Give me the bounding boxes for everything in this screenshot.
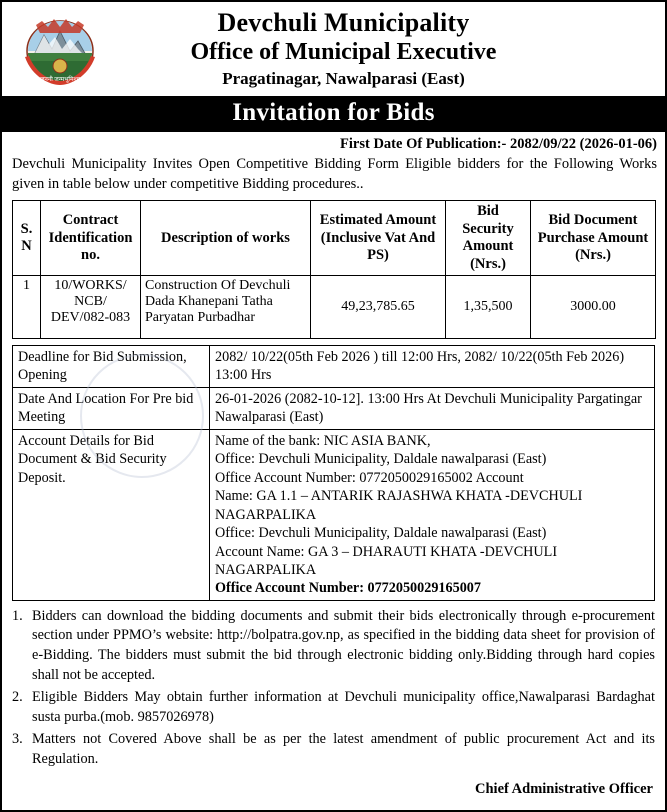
- organization-address: Pragatinagar, Nawalparasi (East): [222, 69, 465, 89]
- svg-text:जननी जन्मभूमिश्च: जननी जन्मभूमिश्च: [40, 77, 80, 84]
- column-header-description: Description of works: [141, 201, 311, 276]
- account-line-office-number: Office Account Number: 0772050029165007: [215, 580, 481, 597]
- document-header: [2, 2, 665, 92]
- cell-bid-document-amount: 3000.00: [531, 275, 656, 338]
- column-header-estimated-amount: Estimated Amount (Inclusive Vat And PS): [311, 201, 446, 276]
- cell-sn: 1: [13, 275, 41, 338]
- table-row: [13, 275, 656, 338]
- column-header-bid-document-amount: Bid Document Purchase Amount (Nrs.): [531, 201, 656, 276]
- account-line: Office: Devchuli Municipality, Daldale nawalparasi (East): [215, 451, 547, 468]
- account-line: Account Name: GA 3 – DHARAUTI KHATA -DEVCHULI NAGARPALIKA: [215, 543, 558, 578]
- detail-row-deadline: [13, 345, 655, 387]
- account-line: Office: Devchuli Municipality, Daldale nawalparasi (East): [215, 525, 547, 542]
- account-line: Name of the bank: NIC ASIA BANK,: [215, 432, 431, 449]
- header-text: [100, 8, 657, 90]
- details-table: [12, 345, 655, 601]
- note-text: Bidders can download the bidding documents and submit their bids electronically through e-procurement section under PPMO’s website: http://bolpatra.gov.np, as specified in the bidding data sheet for provision of e-Bidding. The bidders must submit the bid through electronic bidding only.Bidding through hard copies shall not be accepted.: [32, 607, 655, 683]
- cell-bid-security: 1,35,500: [446, 275, 531, 338]
- bids-table: [12, 200, 656, 339]
- detail-label-prebid: Date And Location For Pre bid Meeting: [13, 387, 210, 429]
- detail-value-deadline: 2082/ 10/22(05th Feb 2026 ) till 12:00 Hrs, 2082/ 10/22(05th Feb 2026) 13:00 Hrs: [210, 345, 655, 387]
- column-header-bid-security: Bid Security Amount (Nrs.): [446, 201, 531, 276]
- detail-row-account: [13, 429, 655, 600]
- detail-value-account: [210, 429, 655, 600]
- document-title-bar: Invitation for Bids: [2, 96, 665, 132]
- cell-description: Construction Of Devchuli Dada Khanepani Tatha Paryatan Purbadhar: [141, 275, 311, 338]
- organization-office: Office of Municipal Executive: [190, 38, 497, 65]
- note-number: 2.: [12, 689, 23, 706]
- note-text: Eligible Bidders May obtain further information at Devchuli municipality office,Nawalparasi Bardaghat susta purba.(mob. 9857026978): [32, 689, 655, 725]
- organization-name: Devchuli Municipality: [217, 8, 470, 37]
- list-item: [12, 730, 655, 769]
- detail-row-prebid: [13, 387, 655, 429]
- account-line: Name: GA 1.1 – ANTARIK RAJASHWA KHATA -DEVCHULI NAGARPALIKA: [215, 488, 583, 523]
- intro-paragraph: Devchuli Municipality Invites Open Competitive Bidding Form Eligible bidders for the Following Works given in table below under competitive Bidding procedures..: [12, 156, 657, 192]
- nepal-emblem-icon: [22, 11, 98, 87]
- cell-contract-id: 10/WORKS/ NCB/ DEV/082-083: [41, 275, 141, 338]
- list-item: [12, 607, 655, 685]
- column-header-contract-id: Contract Identification no.: [41, 201, 141, 276]
- publication-date: First Date Of Publication:- 2082/09/22 (2026-01-06): [340, 136, 657, 153]
- note-number: 1.: [12, 607, 23, 624]
- detail-value-prebid: 26-01-2026 (2082-10-12]. 13:00 Hrs At Devchuli Municipality Pargatingar Nawalparasi (East): [210, 387, 655, 429]
- list-item: [12, 688, 655, 727]
- account-line: Office Account Number: 0772050029165002 Account: [215, 469, 524, 486]
- signature-line: Chief Administrative Officer: [475, 780, 653, 797]
- notes-list: [12, 607, 655, 770]
- detail-label-deadline: Deadline for Bid Submission, Opening: [13, 345, 210, 387]
- note-number: 3.: [12, 731, 23, 748]
- column-header-sn: S. N: [13, 201, 41, 276]
- detail-label-account: Account Details for Bid Document & Bid Security Deposit.: [13, 429, 210, 600]
- note-text: Matters not Covered Above shall be as per the latest amendment of public procurement Act and its Regulation.: [32, 731, 655, 767]
- cell-estimated-amount: 49,23,785.65: [311, 275, 446, 338]
- table-header-row: [13, 201, 656, 276]
